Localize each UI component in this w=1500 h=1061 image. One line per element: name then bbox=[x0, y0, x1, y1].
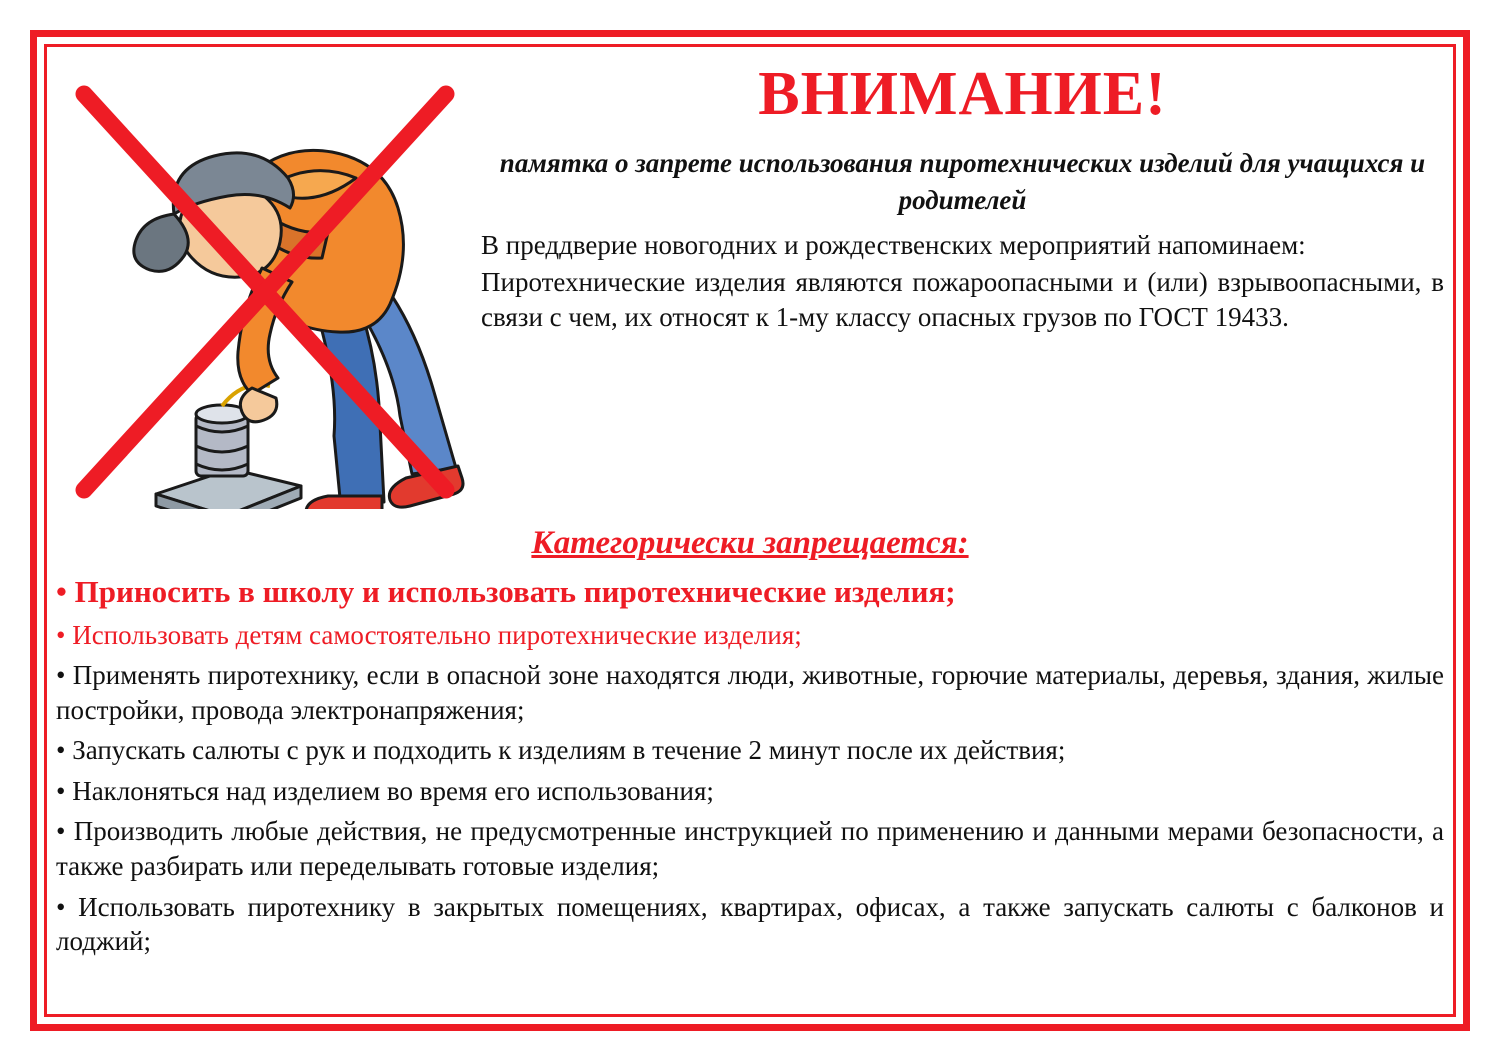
bending-over-firework-icon bbox=[56, 54, 471, 509]
list-item: • Приносить в школу и использовать пиротехнические изделия; bbox=[56, 574, 956, 609]
page-subtitle: памятка о запрете использования пиротехнических изделий для учащихся и родителей bbox=[499, 148, 1426, 215]
intro-paragraph-1: В преддверие новогодних и рождественских мероприятий напоминаем: bbox=[481, 229, 1306, 260]
list-item: • Запускать салюты с рук и подходить к изделиям в течение 2 минут после их действия; bbox=[56, 735, 1066, 766]
poster-content bbox=[56, 54, 1444, 1005]
poster-heading-block bbox=[471, 54, 1444, 335]
poster-top-row bbox=[56, 54, 1444, 509]
list-item: • Наклоняться над изделием во время его использования; bbox=[56, 775, 714, 806]
list-item: • Использовать пиротехнику в закрытых помещениях, квартирах, офисах, а также запускать салюты с балконов и лоджий; bbox=[56, 891, 1444, 957]
list-item: • Производить любые действия, не предусмотренные инструкцией по применению и данными мерами безопасности, а также разбирать или переделывать готовые изделия; bbox=[56, 816, 1444, 881]
intro-paragraph-2: Пиротехнические изделия являются пожароопасными и (или) взрывоопасными, в связи с чем, их относят к 1-му классу опасных грузов по ГОСТ 19433. bbox=[481, 267, 1444, 333]
prohibition-illustration bbox=[56, 54, 471, 509]
page-title: ВНИМАНИЕ! bbox=[758, 60, 1167, 128]
list-item: • Применять пиротехнику, если в опасной зоне находятся люди, животные, горючие материалы, деревья, здания, жилые постройки, провода электронапряжения; bbox=[56, 660, 1444, 725]
list-item: • Использовать детям самостоятельно пиротехнические изделия; bbox=[56, 619, 802, 650]
prohibition-list bbox=[56, 572, 1444, 959]
section-title-prohibited: Категорически запрещается: bbox=[531, 525, 969, 561]
